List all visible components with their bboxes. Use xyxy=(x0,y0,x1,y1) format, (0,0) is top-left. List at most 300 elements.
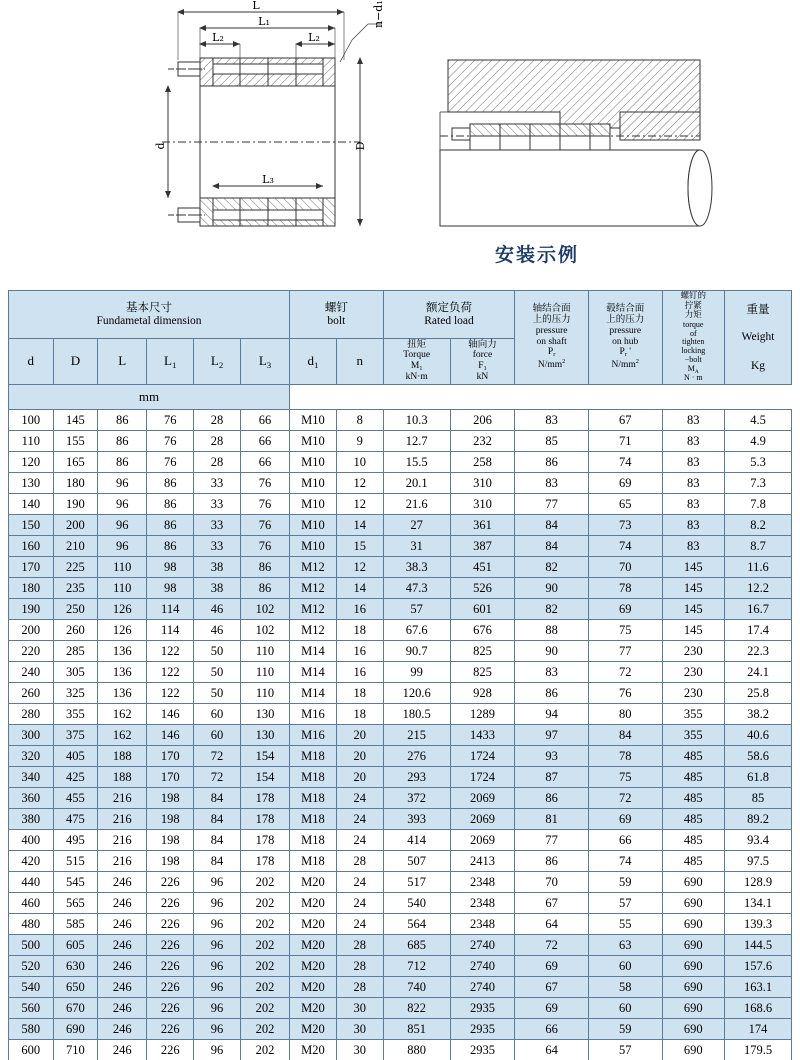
table-cell: 50 xyxy=(194,683,241,704)
table-cell: 96 xyxy=(194,1040,241,1060)
table-cell: 440 xyxy=(9,872,54,893)
table-cell: 59 xyxy=(588,1019,662,1040)
header-shaft-en1: pressure xyxy=(535,325,568,336)
table-cell: 355 xyxy=(662,725,724,746)
table-cell: 76 xyxy=(147,431,194,452)
col-torque-cn: 扭矩 xyxy=(407,338,427,350)
table-cell: 70 xyxy=(588,557,662,578)
table-cell: 2348 xyxy=(450,914,515,935)
dim-label-L2-left: L₂ xyxy=(212,31,224,44)
table-cell: M18 xyxy=(290,746,337,767)
table-cell: 78 xyxy=(588,746,662,767)
table-cell: 7.3 xyxy=(725,473,792,494)
table-cell: 190 xyxy=(9,599,54,620)
table-cell: 87 xyxy=(515,767,589,788)
table-cell: 144.5 xyxy=(725,935,792,956)
table-cell: 280 xyxy=(9,704,54,725)
table-cell: 585 xyxy=(53,914,98,935)
table-cell: 325 xyxy=(53,683,98,704)
table-cell: 98 xyxy=(147,578,194,599)
col-header-n: n xyxy=(336,338,383,385)
dim-label-L2-right: L₂ xyxy=(308,31,320,44)
table-cell: 305 xyxy=(53,662,98,683)
table-cell: 28 xyxy=(336,956,383,977)
table-cell: 650 xyxy=(53,977,98,998)
table-cell: 16 xyxy=(336,599,383,620)
table-cell: 240 xyxy=(9,662,54,683)
table-cell: 154 xyxy=(240,746,289,767)
table-cell: 355 xyxy=(662,704,724,725)
table-cell: 76 xyxy=(240,515,289,536)
table-row xyxy=(9,452,792,473)
table-cell: 202 xyxy=(240,1019,289,1040)
table-cell: 507 xyxy=(383,851,450,872)
table-cell: 157.6 xyxy=(725,956,792,977)
col-axial-en: force xyxy=(472,350,493,361)
table-cell: 174 xyxy=(725,1019,792,1040)
header-group-basic-dimension xyxy=(9,291,290,339)
table-cell: 134.1 xyxy=(725,893,792,914)
table-cell: 565 xyxy=(53,893,98,914)
table-cell: 2935 xyxy=(450,998,515,1019)
table-cell: 77 xyxy=(515,830,589,851)
table-row xyxy=(9,620,792,641)
table-cell: 22.3 xyxy=(725,641,792,662)
table-cell: 60 xyxy=(588,956,662,977)
table-cell: 84 xyxy=(194,851,241,872)
table-cell: 98 xyxy=(147,557,194,578)
table-cell: 31 xyxy=(383,536,450,557)
table-cell: 84 xyxy=(515,515,589,536)
table-cell: 210 xyxy=(53,536,98,557)
table-cell: 96 xyxy=(194,998,241,1019)
table-cell: M18 xyxy=(290,809,337,830)
table-cell: 96 xyxy=(194,956,241,977)
table-cell: 485 xyxy=(662,746,724,767)
table-cell: 1289 xyxy=(450,704,515,725)
table-cell: 246 xyxy=(98,977,147,998)
table-cell: 84 xyxy=(194,809,241,830)
table-cell: 84 xyxy=(194,830,241,851)
table-cell: 2413 xyxy=(450,851,515,872)
table-cell: M20 xyxy=(290,914,337,935)
table-cell: 85 xyxy=(515,431,589,452)
table-cell: 515 xyxy=(53,851,98,872)
table-cell: 246 xyxy=(98,914,147,935)
table-cell: 70 xyxy=(515,872,589,893)
table-cell: 60 xyxy=(194,704,241,725)
table-cell: 72 xyxy=(588,788,662,809)
table-cell: 57 xyxy=(588,893,662,914)
table-cell: 24 xyxy=(336,914,383,935)
table-cell: 4.5 xyxy=(725,410,792,431)
table-cell: 74 xyxy=(588,536,662,557)
table-cell: 178 xyxy=(240,851,289,872)
table-cell: 83 xyxy=(662,473,724,494)
col-header-L3: $L_3$ xyxy=(240,338,289,385)
table-cell: 50 xyxy=(194,662,241,683)
table-cell: 7.8 xyxy=(725,494,792,515)
table-cell: 740 xyxy=(383,977,450,998)
table-cell: 66 xyxy=(588,830,662,851)
table-cell: 126 xyxy=(98,620,147,641)
col-header-axial-force: 轴向力 force $F_1$ kN xyxy=(450,338,515,385)
col-header-d: d xyxy=(9,338,54,385)
table-cell: 83 xyxy=(515,410,589,431)
table-cell: 202 xyxy=(240,998,289,1019)
table-cell: 246 xyxy=(98,935,147,956)
table-cell: 355 xyxy=(53,704,98,725)
table-cell: M16 xyxy=(290,725,337,746)
table-cell: 485 xyxy=(662,788,724,809)
table-cell: 246 xyxy=(98,956,147,977)
table-cell: 455 xyxy=(53,788,98,809)
table-cell: 710 xyxy=(53,1040,98,1060)
table-cell: 27 xyxy=(383,515,450,536)
dim-label-D: D xyxy=(354,141,367,151)
table-cell: 66 xyxy=(515,1019,589,1040)
table-cell: 12 xyxy=(336,557,383,578)
table-row xyxy=(9,536,792,557)
table-cell: 86 xyxy=(98,452,147,473)
table-cell: 170 xyxy=(147,767,194,788)
table-cell: 67.6 xyxy=(383,620,450,641)
table-cell: 64 xyxy=(515,914,589,935)
table-cell: M10 xyxy=(290,515,337,536)
table-row xyxy=(9,956,792,977)
table-cell: 676 xyxy=(450,620,515,641)
table-cell: 690 xyxy=(662,956,724,977)
table-cell: 154 xyxy=(240,767,289,788)
table-cell: 220 xyxy=(9,641,54,662)
dim-label-n-d1: n−d₁ xyxy=(372,0,385,28)
table-cell: 86 xyxy=(515,683,589,704)
table-cell: 76 xyxy=(240,473,289,494)
table-cell: 75 xyxy=(588,767,662,788)
table-cell: 77 xyxy=(515,494,589,515)
table-cell: 69 xyxy=(515,998,589,1019)
table-cell: 146 xyxy=(147,725,194,746)
table-cell: 110 xyxy=(240,662,289,683)
table-cell: 65 xyxy=(588,494,662,515)
table-cell: 72 xyxy=(194,767,241,788)
table-cell: 246 xyxy=(98,893,147,914)
table-cell: 216 xyxy=(98,809,147,830)
table-cell: 71 xyxy=(588,431,662,452)
table-cell: 178 xyxy=(240,809,289,830)
table-cell: 215 xyxy=(383,725,450,746)
table-cell: 20.1 xyxy=(383,473,450,494)
table-cell: 60 xyxy=(194,725,241,746)
table-cell: 202 xyxy=(240,977,289,998)
table-cell: 88 xyxy=(515,620,589,641)
table-cell: 96 xyxy=(194,977,241,998)
table-cell: 120 xyxy=(9,452,54,473)
table-cell: 202 xyxy=(240,872,289,893)
table-cell: 690 xyxy=(662,935,724,956)
table-cell: 136 xyxy=(98,683,147,704)
table-cell: M10 xyxy=(290,410,337,431)
col-header-D: D xyxy=(53,338,98,385)
table-cell: 372 xyxy=(383,788,450,809)
table-cell: 86 xyxy=(147,515,194,536)
table-cell: M14 xyxy=(290,683,337,704)
table-cell: 57 xyxy=(588,1040,662,1060)
table-row xyxy=(9,1019,792,1040)
table-cell: 226 xyxy=(147,977,194,998)
table-cell: 310 xyxy=(450,473,515,494)
table-row xyxy=(9,662,792,683)
table-cell: 96 xyxy=(98,536,147,557)
dim-label-L: L xyxy=(252,0,260,12)
table-cell: 96 xyxy=(98,515,147,536)
table-cell: 86 xyxy=(515,788,589,809)
table-cell: M10 xyxy=(290,431,337,452)
table-cell: 83 xyxy=(662,452,724,473)
table-cell: 165 xyxy=(53,452,98,473)
table-cell: 74 xyxy=(588,452,662,473)
table-cell: 14 xyxy=(336,578,383,599)
table-cell: 66 xyxy=(240,431,289,452)
table-cell: 24 xyxy=(336,872,383,893)
table-cell: 130 xyxy=(240,725,289,746)
table-cell: 18 xyxy=(336,683,383,704)
table-cell: 235 xyxy=(53,578,98,599)
col-header-L2: $L_2$ xyxy=(194,338,241,385)
table-cell: 12 xyxy=(336,494,383,515)
table-cell: 520 xyxy=(9,956,54,977)
table-row xyxy=(9,914,792,935)
table-cell: 162 xyxy=(98,725,147,746)
table-cell: 232 xyxy=(450,431,515,452)
table-cell: 84 xyxy=(515,536,589,557)
table-row xyxy=(9,935,792,956)
table-cell: 58.6 xyxy=(725,746,792,767)
table-cell: 285 xyxy=(53,641,98,662)
table-cell: 517 xyxy=(383,872,450,893)
table-cell: 560 xyxy=(9,998,54,1019)
table-cell: 320 xyxy=(9,746,54,767)
table-cell: 178 xyxy=(240,830,289,851)
table-cell: 485 xyxy=(662,767,724,788)
table-cell: 226 xyxy=(147,914,194,935)
table-cell: 67 xyxy=(515,977,589,998)
table-cell: 198 xyxy=(147,851,194,872)
dim-label-d: d xyxy=(154,142,167,150)
table-cell: 226 xyxy=(147,872,194,893)
table-cell: 300 xyxy=(9,725,54,746)
table-cell: 690 xyxy=(662,914,724,935)
table-cell: 690 xyxy=(53,1019,98,1040)
table-cell: 64 xyxy=(515,1040,589,1060)
table-cell: 76 xyxy=(588,683,662,704)
table-cell: 77 xyxy=(588,641,662,662)
table-cell: M18 xyxy=(290,830,337,851)
table-cell: 526 xyxy=(450,578,515,599)
table-cell: 485 xyxy=(662,851,724,872)
table-cell: 20 xyxy=(336,767,383,788)
table-cell: 24.1 xyxy=(725,662,792,683)
table-cell: 145 xyxy=(662,620,724,641)
table-cell: 59 xyxy=(588,872,662,893)
table-cell: 178 xyxy=(240,788,289,809)
table-cell: 86 xyxy=(240,557,289,578)
table-cell: 76 xyxy=(240,536,289,557)
table-cell: 2348 xyxy=(450,872,515,893)
header-group-bolt xyxy=(290,291,384,339)
header-weight-cn: 重量 xyxy=(746,302,770,317)
table-cell: 630 xyxy=(53,956,98,977)
table-cell: 40.6 xyxy=(725,725,792,746)
table-cell: 114 xyxy=(147,620,194,641)
table-cell: 8.2 xyxy=(725,515,792,536)
table-cell: 83 xyxy=(662,494,724,515)
col-header-L1: $L_1$ xyxy=(147,338,194,385)
table-cell: 76 xyxy=(147,452,194,473)
table-cell: 122 xyxy=(147,662,194,683)
table-cell: 38 xyxy=(194,557,241,578)
table-cell: 90 xyxy=(515,641,589,662)
table-cell: 96 xyxy=(194,914,241,935)
table-cell: 50 xyxy=(194,641,241,662)
table-cell: 414 xyxy=(383,830,450,851)
table-cell: 33 xyxy=(194,473,241,494)
table-cell: 12.7 xyxy=(383,431,450,452)
table-cell: 20 xyxy=(336,746,383,767)
table-cell: 202 xyxy=(240,1040,289,1060)
table-cell: 190 xyxy=(53,494,98,515)
specification-table-wrap xyxy=(8,290,792,1060)
table-cell: 420 xyxy=(9,851,54,872)
table-cell: 387 xyxy=(450,536,515,557)
table-cell: 475 xyxy=(53,809,98,830)
table-cell: 216 xyxy=(98,788,147,809)
table-cell: 86 xyxy=(147,494,194,515)
table-cell: 96 xyxy=(98,494,147,515)
table-cell: M10 xyxy=(290,536,337,557)
dim-label-L3: L₃ xyxy=(262,173,274,186)
table-cell: 202 xyxy=(240,893,289,914)
table-cell: 340 xyxy=(9,767,54,788)
table-row xyxy=(9,410,792,431)
table-cell: 226 xyxy=(147,956,194,977)
table-cell: 246 xyxy=(98,1019,147,1040)
header-hub-en1: pressure xyxy=(609,325,642,336)
table-cell: 198 xyxy=(147,809,194,830)
header-pressure-on-hub: 毂结合面 上的压力 pressure on hub $P_r$ ' $N/mm^2$ xyxy=(588,291,662,385)
table-cell: 180 xyxy=(9,578,54,599)
header-rated-cn: 额定负荷 xyxy=(426,299,473,314)
table-cell: 66 xyxy=(240,452,289,473)
table-cell: 14 xyxy=(336,515,383,536)
table-cell: 145 xyxy=(662,578,724,599)
table-cell: 425 xyxy=(53,767,98,788)
table-cell: 690 xyxy=(662,1040,724,1060)
table-cell: 226 xyxy=(147,1040,194,1060)
table-cell: 226 xyxy=(147,998,194,1019)
table-cell: 96 xyxy=(194,872,241,893)
table-cell: 76 xyxy=(240,494,289,515)
table-cell: 24 xyxy=(336,788,383,809)
table-cell: 8 xyxy=(336,410,383,431)
table-cell: 136 xyxy=(98,662,147,683)
table-row xyxy=(9,809,792,830)
table-cell: 28 xyxy=(336,851,383,872)
table-cell: 8.7 xyxy=(725,536,792,557)
table-cell: 1724 xyxy=(450,767,515,788)
table-cell: 63 xyxy=(588,935,662,956)
table-cell: 293 xyxy=(383,767,450,788)
table-cell: 400 xyxy=(9,830,54,851)
header-weight-en: Weight xyxy=(741,331,775,344)
table-cell: M18 xyxy=(290,767,337,788)
table-cell: 198 xyxy=(147,830,194,851)
table-row xyxy=(9,683,792,704)
table-cell: 2069 xyxy=(450,788,515,809)
table-cell: 822 xyxy=(383,998,450,1019)
table-cell: 2740 xyxy=(450,977,515,998)
table-cell: 136 xyxy=(98,641,147,662)
table-cell: 260 xyxy=(9,683,54,704)
table-cell: M12 xyxy=(290,620,337,641)
table-cell: 216 xyxy=(98,830,147,851)
table-cell: 96 xyxy=(194,893,241,914)
table-cell: 601 xyxy=(450,599,515,620)
table-cell: 216 xyxy=(98,851,147,872)
table-cell: 230 xyxy=(662,683,724,704)
table-cell: 500 xyxy=(9,935,54,956)
table-cell: 110 xyxy=(98,557,147,578)
table-cell: 600 xyxy=(9,1040,54,1060)
table-cell: 188 xyxy=(98,746,147,767)
table-cell: 179.5 xyxy=(725,1040,792,1060)
table-cell: 60 xyxy=(588,998,662,1019)
table-cell: 21.6 xyxy=(383,494,450,515)
table-cell: 89.2 xyxy=(725,809,792,830)
table-cell: 140 xyxy=(9,494,54,515)
table-cell: 24 xyxy=(336,809,383,830)
table-cell: 33 xyxy=(194,494,241,515)
header-pressure-on-shaft: 轴结合面 上的压力 pressure on shaft $P_r$ $N/mm^2$ xyxy=(515,291,589,385)
table-cell: 69 xyxy=(515,956,589,977)
table-cell: 226 xyxy=(147,893,194,914)
header-group-rated-load xyxy=(383,291,515,339)
table-row xyxy=(9,557,792,578)
table-cell: 928 xyxy=(450,683,515,704)
table-cell: 28 xyxy=(194,431,241,452)
table-cell: 825 xyxy=(450,662,515,683)
table-cell: 10 xyxy=(336,452,383,473)
header-bolt-en: bolt xyxy=(327,315,346,328)
table-cell: 170 xyxy=(9,557,54,578)
table-cell: 250 xyxy=(53,599,98,620)
table-cell: 2740 xyxy=(450,956,515,977)
table-cell: 38.2 xyxy=(725,704,792,725)
table-cell: 180 xyxy=(53,473,98,494)
table-cell: 258 xyxy=(450,452,515,473)
table-cell: 67 xyxy=(515,893,589,914)
table-cell: 46 xyxy=(194,599,241,620)
table-cell: M18 xyxy=(290,788,337,809)
table-cell: 47.3 xyxy=(383,578,450,599)
table-cell: 690 xyxy=(662,893,724,914)
table-cell: 393 xyxy=(383,809,450,830)
table-row xyxy=(9,473,792,494)
table-cell: 225 xyxy=(53,557,98,578)
table-cell: 2935 xyxy=(450,1019,515,1040)
drawing-svg xyxy=(0,0,800,280)
table-row xyxy=(9,998,792,1019)
